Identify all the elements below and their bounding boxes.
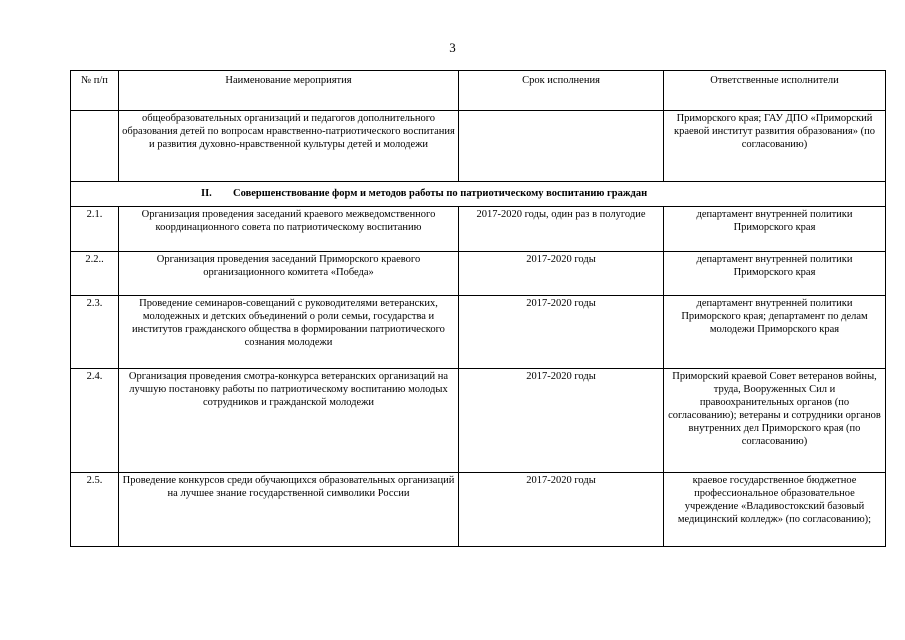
table-row — [71, 296, 886, 369]
cell-term: 2017-2020 годы — [459, 369, 664, 473]
table-row-continuation — [71, 111, 886, 182]
cell-responsible: департамент внутренней политики Приморского края — [664, 252, 886, 296]
events-table — [70, 70, 886, 547]
cell-name: общеобразовательных организаций и педагогов дополнительного образования детей по вопросам нравственно-патриотического воспитания и развития духовно-нравственной культуры детей и молодежи — [119, 111, 459, 182]
cell-responsible: Приморский краевой Совет ветеранов войны, труда, Вооруженных Сил и правоохранительных органов (по согласованию); ветераны и сотрудники органов внутренних дел Приморского края (по согласованию) — [664, 369, 886, 473]
cell-num — [71, 111, 119, 182]
table-header-row — [71, 71, 886, 111]
cell-num: 2.1. — [71, 207, 119, 252]
cell-responsible: департамент внутренней политики Приморского края — [664, 207, 886, 252]
cell-name: Организация проведения заседаний краевого межведомственного координационного совета по патриотическому воспитанию — [119, 207, 459, 252]
cell-name: Проведение семинаров-совещаний с руководителями ветеранских, молодежных и детских объединений о роли семьи, государства и институтов гражданского общества в формировании патриотического сознания молодежи — [119, 296, 459, 369]
cell-term: 2017-2020 годы, один раз в полугодие — [459, 207, 664, 252]
section-heading — [71, 182, 886, 207]
section-title: Совершенствование форм и методов работы по патриотическому воспитанию граждан — [233, 187, 648, 199]
cell-num: 2.5. — [71, 473, 119, 547]
header-name: Наименование мероприятия — [119, 71, 459, 111]
table-row — [71, 369, 886, 473]
header-num: № п/п — [71, 71, 119, 111]
cell-num: 2.3. — [71, 296, 119, 369]
cell-term: 2017-2020 годы — [459, 473, 664, 547]
cell-num: 2.4. — [71, 369, 119, 473]
cell-num: 2.2.. — [71, 252, 119, 296]
cell-responsible: департамент внутренней политики Приморского края; департамент по делам молодежи Приморского края — [664, 296, 886, 369]
cell-term — [459, 111, 664, 182]
cell-term: 2017-2020 годы — [459, 252, 664, 296]
cell-name: Проведение конкурсов среди обучающихся образовательных организаций на лучшее знание государственной символики России — [119, 473, 459, 547]
section-heading-row — [71, 182, 886, 207]
table-row — [71, 473, 886, 547]
cell-responsible: краевое государственное бюджетное профессиональное образовательное учреждение «Владивостокский базовый медицинский колледж» (по согласованию); — [664, 473, 886, 547]
cell-name: Организация проведения заседаний Приморского краевого организационного комитета «Победа» — [119, 252, 459, 296]
cell-responsible: Приморского края; ГАУ ДПО «Приморский краевой институт развития образования» (по согласованию) — [664, 111, 886, 182]
header-responsible: Ответственные исполнители — [664, 71, 886, 111]
page-number: 3 — [449, 40, 456, 55]
cell-term: 2017-2020 годы — [459, 296, 664, 369]
cell-name: Организация проведения смотра-конкурса ветеранских организаций на лучшую постановку работы по патриотическому воспитанию молодых сотрудников и гражданской молодежи — [119, 369, 459, 473]
section-number: II. — [201, 187, 212, 199]
table-row — [71, 207, 886, 252]
header-term: Срок исполнения — [459, 71, 664, 111]
table-row — [71, 252, 886, 296]
